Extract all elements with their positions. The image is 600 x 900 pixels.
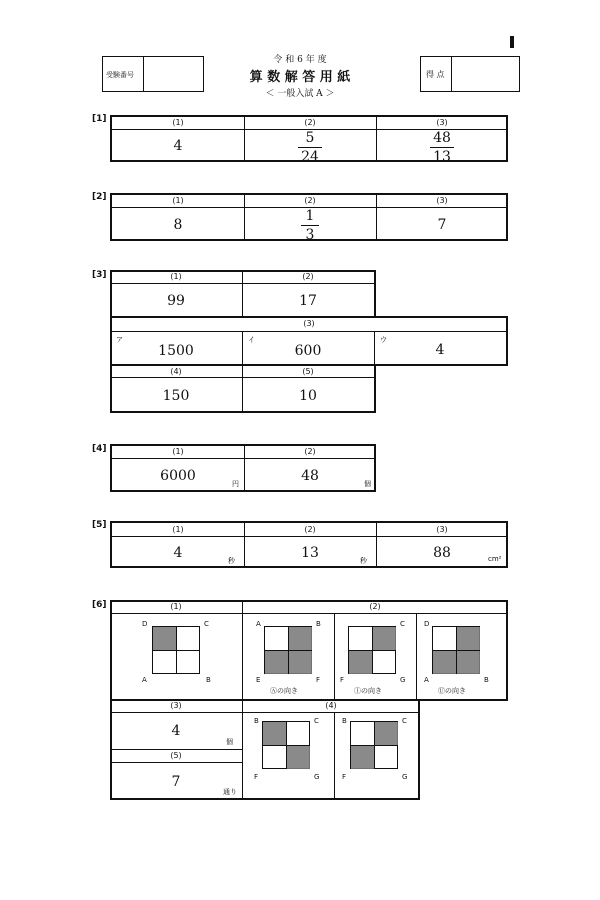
q3-answer-1: 99	[167, 293, 185, 309]
q1-a2-numerator: 5	[305, 130, 315, 146]
exam-number-label: 受験番号	[106, 71, 134, 79]
q3-table	[110, 270, 508, 413]
q3-col-1: (1)	[170, 272, 182, 281]
q3-col-5: (5)	[302, 367, 314, 376]
q2-label: [2]	[92, 192, 107, 202]
q6-2i-corner-c: C	[400, 620, 405, 628]
q6-unit-3: 個	[226, 738, 233, 746]
page-subtitle: ＜ 一般入試 A ＞	[265, 89, 335, 99]
q5-answer-2: 13	[301, 545, 319, 561]
q5-col-2: (2)	[304, 525, 316, 534]
q6-unit-5: 通り	[223, 788, 237, 796]
era-year: 令 和 6 年 度	[273, 55, 327, 65]
q6-1-corner-c: C	[204, 620, 209, 628]
q6-2i-corner-f: F	[340, 676, 345, 684]
exam-number-box[interactable]	[102, 56, 204, 92]
q2-answer-3: 7	[437, 217, 447, 233]
score-label: 得 点	[426, 70, 445, 79]
q6-table	[110, 600, 508, 800]
q6-2i-square	[348, 626, 396, 674]
q3-col-2: (2)	[302, 272, 314, 281]
q6-label: [6]	[92, 600, 107, 610]
q4-col-1: (1)	[172, 447, 184, 456]
q4-col-2: (2)	[304, 447, 316, 456]
q1-a2-denominator: 24	[301, 149, 319, 165]
q3-sub-a-label: ア	[116, 336, 123, 344]
q1-a3-denominator: 13	[433, 149, 451, 165]
q1-answer-2	[244, 131, 376, 164]
q5-answer-1: 4	[173, 545, 183, 561]
q3-sub-i-label: イ	[248, 336, 255, 344]
q3-sub-u-answer: 4	[435, 342, 445, 358]
q6-col-3: (3)	[170, 701, 182, 710]
q6-4a-corner-f: F	[254, 773, 259, 781]
q6-1-corner-d: D	[142, 620, 148, 628]
q6-answer-3: 4	[171, 723, 181, 739]
q2-a2-numerator: 1	[305, 208, 315, 224]
q6-2i-corner-g: G	[400, 676, 406, 684]
q6-answer-5: 7	[171, 774, 181, 790]
score-box[interactable]	[420, 56, 520, 92]
q3-answer-4: 150	[162, 388, 190, 404]
q2-col-1: (1)	[172, 196, 184, 205]
q4-unit-1: 円	[232, 480, 239, 488]
q4-table	[110, 444, 376, 492]
q6-4a-corner-g: G	[314, 773, 320, 781]
q6-2u-corner-a: A	[424, 676, 429, 684]
q4-answer-2: 48	[301, 468, 319, 484]
q4-label: [4]	[92, 444, 107, 454]
q2-a2-denominator: 3	[305, 227, 315, 243]
q3-sub-a-answer: 1500	[158, 343, 194, 359]
q6-2u-corner-d: D	[424, 620, 430, 628]
q6-2u-caption: Ⓤの向き	[438, 687, 466, 695]
q5-label: [5]	[92, 520, 107, 530]
q3-sub-i-answer: 600	[294, 343, 322, 359]
q5-col-3: (3)	[436, 525, 448, 534]
q4-unit-2: 個	[364, 480, 371, 488]
q6-2a-corner-a: A	[256, 620, 261, 628]
q6-1-corner-b: B	[206, 676, 211, 684]
q6-2u-square	[432, 626, 480, 674]
q6-2a-square	[264, 626, 312, 674]
q6-2a-corner-e: E	[256, 676, 261, 684]
q6-col-1: (1)	[170, 602, 182, 611]
q6-2a-corner-b: B	[316, 620, 321, 628]
q6-col-5: (5)	[170, 751, 182, 760]
q3-col-3: (3)	[303, 319, 315, 328]
q6-2a-corner-f: F	[316, 676, 321, 684]
q5-table	[110, 521, 508, 568]
q2-answer-2	[244, 209, 376, 242]
q6-4b-corner-b: B	[342, 717, 347, 725]
q5-col-1: (1)	[172, 525, 184, 534]
q4-answer-1: 6000	[160, 468, 196, 484]
q1-a3-numerator: 48	[433, 130, 451, 146]
page-marker	[510, 36, 514, 48]
q6-4b-square	[350, 721, 398, 769]
q5-unit-1: 秒	[228, 557, 235, 565]
q6-1-square	[152, 626, 200, 674]
q6-2a-caption: Ⓐの向き	[270, 687, 298, 695]
q3-answer-2: 17	[299, 293, 317, 309]
q3-col-4: (4)	[170, 367, 182, 376]
q3-label: [3]	[92, 270, 107, 280]
q6-4b-corner-c: C	[402, 717, 407, 725]
q6-col-2: (2)	[369, 602, 381, 611]
q1-col-3: (3)	[436, 118, 448, 127]
q6-4a-corner-c: C	[314, 717, 319, 725]
q1-label: [1]	[92, 114, 107, 124]
q1-col-2: (2)	[304, 118, 316, 127]
q2-col-3: (3)	[436, 196, 448, 205]
q1-col-1: (1)	[172, 118, 184, 127]
q6-4b-corner-g: G	[402, 773, 408, 781]
q6-2u-corner-b: B	[484, 676, 489, 684]
q6-col-4: (4)	[325, 701, 337, 710]
q3-sub-u-label: ウ	[380, 336, 387, 344]
q6-1-corner-a: A	[142, 676, 147, 684]
q6-4b-corner-f: F	[342, 773, 347, 781]
q3-answer-5: 10	[299, 388, 317, 404]
q1-table	[110, 115, 508, 165]
q1-answer-1: 4	[173, 138, 183, 154]
q6-4a-square	[262, 721, 310, 769]
q5-unit-2: 秒	[360, 557, 367, 565]
q5-unit-3: cm²	[488, 555, 502, 563]
q1-answer-3	[376, 131, 508, 164]
q2-col-2: (2)	[304, 196, 316, 205]
q2-table	[110, 193, 508, 241]
q5-answer-3: 88	[433, 545, 451, 561]
q6-2i-caption: Ⓘの向き	[354, 687, 382, 695]
page-title: 算 数 解 答 用 紙	[249, 70, 351, 85]
q2-answer-1: 8	[173, 217, 183, 233]
q6-4a-corner-b: B	[254, 717, 259, 725]
